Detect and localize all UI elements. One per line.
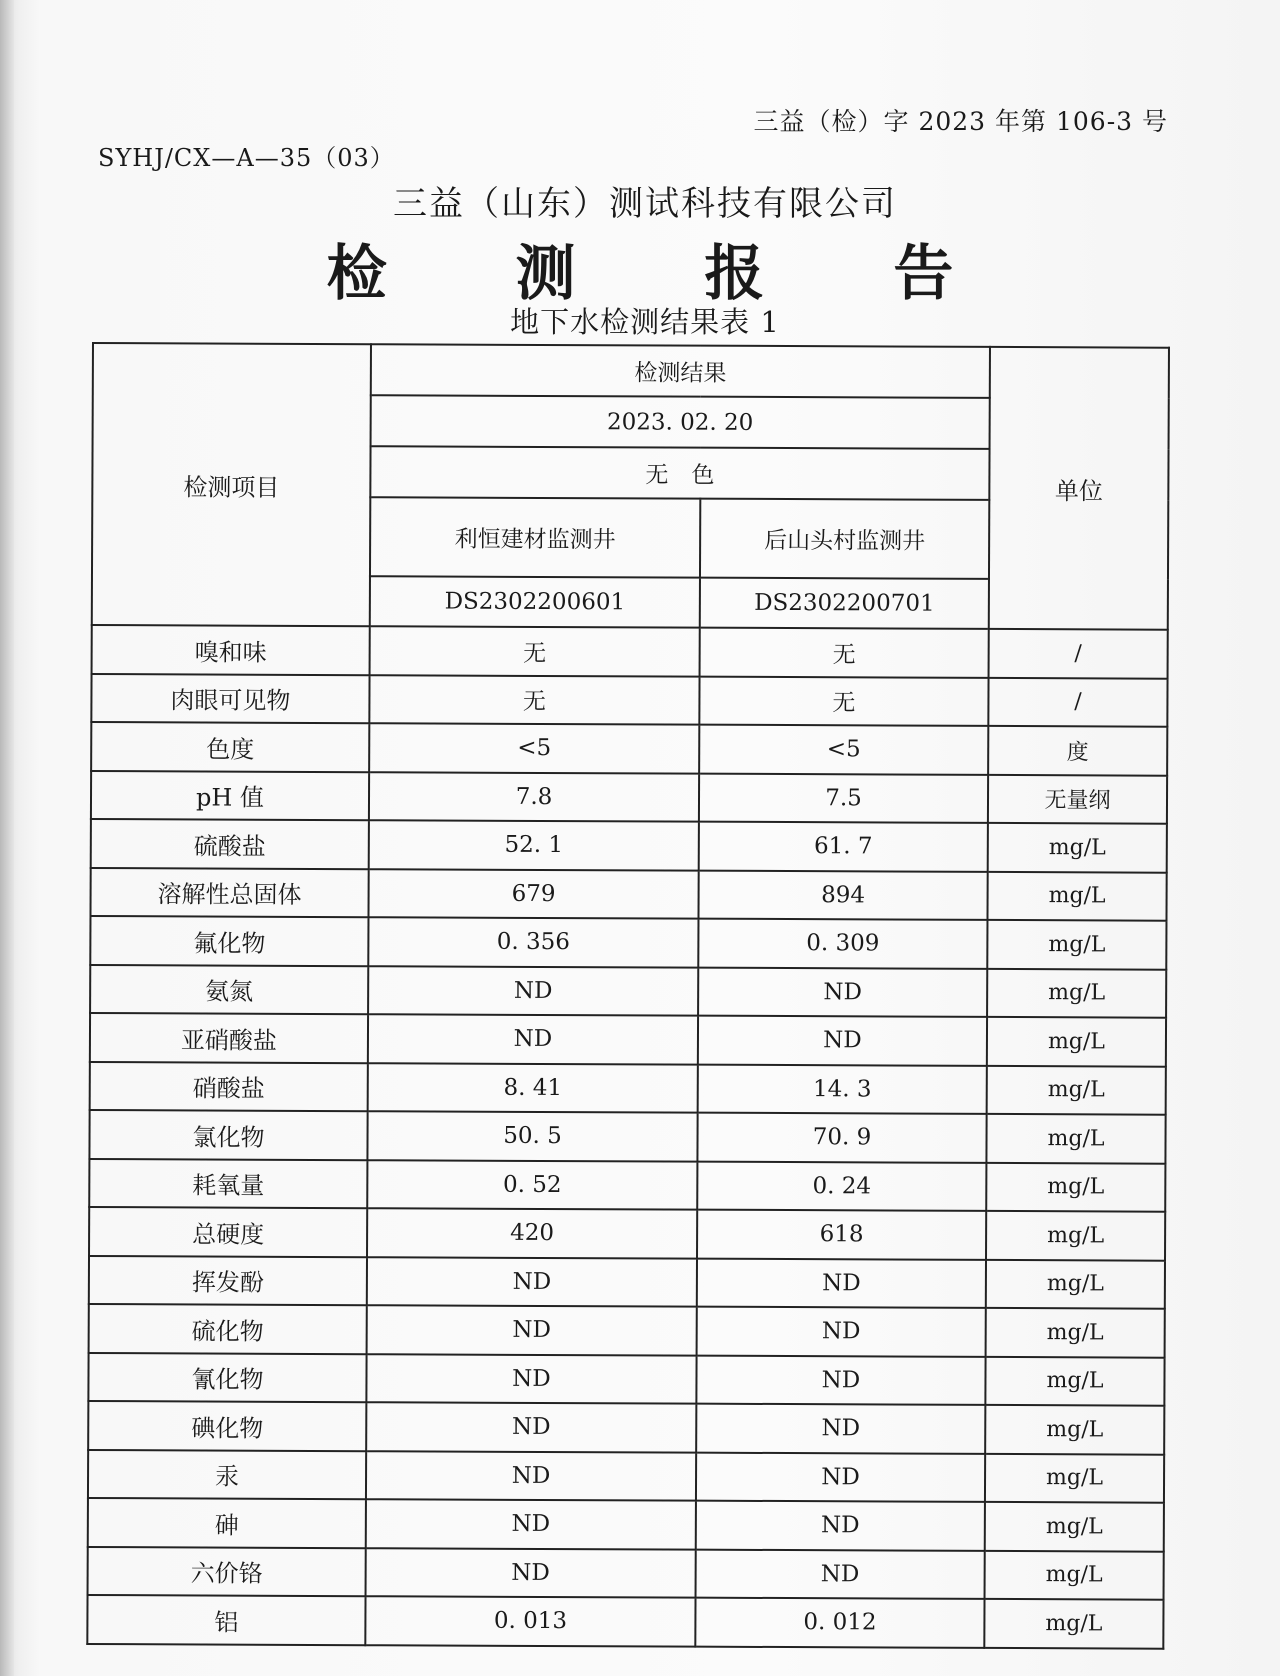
results-table: [86, 342, 1170, 1649]
value-cell-site-1: 无: [370, 626, 700, 676]
value-cell-site-2: ND: [696, 1452, 985, 1502]
unit-cell: mg/L: [987, 871, 1166, 920]
value-cell-site-2: <5: [699, 725, 988, 775]
value-cell-site-2: 14. 3: [698, 1064, 987, 1114]
item-cell: 碘化物: [88, 1401, 366, 1451]
item-cell: 氟化物: [90, 916, 368, 966]
value-cell-site-1: 8. 41: [368, 1063, 698, 1113]
item-cell: 铝: [87, 1595, 365, 1645]
value-cell-site-2: 0. 309: [698, 919, 987, 969]
value-cell-site-1: <5: [369, 723, 699, 773]
item-cell: 六价铬: [88, 1546, 366, 1596]
table-row: [92, 625, 1168, 678]
value-cell-site-2: 61. 7: [699, 822, 988, 872]
item-cell: 色度: [91, 722, 369, 772]
value-cell-site-1: ND: [366, 1402, 696, 1452]
unit-cell: mg/L: [987, 920, 1166, 969]
unit-cell: mg/L: [984, 1599, 1163, 1648]
item-cell: 嗅和味: [92, 625, 370, 675]
value-cell-site-2: ND: [696, 1404, 985, 1454]
water-color: 无 色: [370, 446, 989, 500]
value-cell-site-2: 894: [698, 870, 987, 920]
seal-edge-mark: [1262, 660, 1280, 930]
value-cell-site-2: ND: [697, 1307, 986, 1357]
unit-cell: mg/L: [986, 1114, 1165, 1163]
value-cell-site-2: ND: [696, 1355, 985, 1405]
table-row: [88, 1401, 1164, 1454]
table-row: [89, 1255, 1165, 1308]
unit-cell: mg/L: [987, 1065, 1166, 1114]
document-number: 三益（检）字 2023 年第 106-3 号: [753, 107, 1168, 136]
value-cell-site-1: 0. 52: [367, 1160, 697, 1210]
item-cell: 亚硝酸盐: [90, 1013, 368, 1063]
table-row: [87, 1595, 1163, 1648]
company-name: 三益（山东）测试科技有限公司: [393, 184, 897, 224]
table-row: [90, 1013, 1166, 1066]
item-cell: 硫酸盐: [91, 819, 369, 869]
item-cell: 砷: [88, 1498, 366, 1548]
table-row: [91, 722, 1167, 775]
sample-id-2: DS2302200701: [700, 578, 989, 629]
value-cell-site-1: ND: [367, 1305, 697, 1355]
result-header: 检测结果: [371, 344, 990, 398]
value-cell-site-2: 无: [700, 628, 989, 678]
value-cell-site-1: ND: [366, 1499, 696, 1549]
value-cell-site-2: 7.5: [699, 773, 988, 823]
unit-cell: mg/L: [985, 1356, 1164, 1405]
value-cell-site-1: ND: [366, 1548, 696, 1598]
value-cell-site-1: ND: [366, 1354, 696, 1404]
item-cell: 氯化物: [89, 1110, 367, 1160]
value-cell-site-1: ND: [368, 966, 698, 1016]
sample-id-1: DS2302200601: [370, 576, 700, 627]
unit-cell: mg/L: [985, 1502, 1164, 1551]
unit-cell: /: [988, 677, 1167, 726]
item-cell: pH 值: [91, 771, 369, 821]
value-cell-site-1: ND: [366, 1451, 696, 1501]
results-table-wrapper: [86, 342, 1168, 1649]
value-cell-site-2: ND: [696, 1549, 985, 1599]
table-row: [90, 867, 1166, 920]
unit-cell: mg/L: [986, 1162, 1165, 1211]
table-row: [88, 1546, 1164, 1599]
site-name-2: 后山头村监测井: [700, 499, 989, 579]
item-cell: 汞: [88, 1449, 366, 1499]
unit-cell: 度: [988, 726, 1167, 775]
report-title: 检 测 报 告: [326, 239, 1008, 309]
table-row: [89, 1110, 1165, 1163]
value-cell-site-1: 52. 1: [369, 820, 699, 870]
value-cell-site-1: 420: [367, 1208, 697, 1258]
value-cell-site-1: 7.8: [369, 772, 699, 822]
unit-cell: mg/L: [986, 1211, 1165, 1260]
value-cell-site-1: ND: [368, 1014, 698, 1064]
value-cell-site-2: ND: [697, 1258, 986, 1308]
table-row: [91, 771, 1167, 824]
unit-cell: mg/L: [988, 823, 1167, 872]
value-cell-site-1: 0. 356: [368, 917, 698, 967]
unit-cell: mg/L: [986, 1308, 1165, 1357]
item-cell: 挥发酚: [89, 1255, 367, 1305]
unit-cell: mg/L: [985, 1405, 1164, 1454]
unit-cell: /: [989, 629, 1168, 678]
table-title: 地下水检测结果表 1: [510, 305, 780, 339]
value-cell-site-2: 0. 012: [695, 1598, 984, 1648]
value-cell-site-1: ND: [367, 1257, 697, 1307]
table-row: [90, 1061, 1166, 1114]
unit-cell: 无量纲: [988, 774, 1167, 823]
table-row: [91, 819, 1167, 872]
value-cell-site-2: ND: [696, 1501, 985, 1551]
value-cell-site-2: ND: [698, 967, 987, 1017]
value-cell-site-1: 0. 013: [365, 1596, 695, 1646]
item-header: 检测项目: [92, 343, 371, 626]
table-row: [89, 1304, 1165, 1357]
table-row: [89, 1158, 1165, 1211]
table-row: [90, 964, 1166, 1017]
table-row: [90, 916, 1166, 969]
value-cell-site-2: 618: [697, 1210, 986, 1260]
table-row: [88, 1352, 1164, 1405]
form-code: SYHJ/CX—A—35（03）: [98, 144, 395, 172]
item-cell: 氰化物: [88, 1352, 366, 1402]
value-cell-site-2: ND: [698, 1016, 987, 1066]
item-cell: 耗氧量: [89, 1158, 367, 1208]
value-cell-site-2: 0. 24: [697, 1161, 986, 1211]
item-cell: 硫化物: [89, 1304, 367, 1354]
unit-cell: mg/L: [985, 1550, 1164, 1599]
table-row: [88, 1449, 1164, 1502]
value-cell-site-1: 50. 5: [367, 1111, 697, 1161]
item-cell: 溶解性总固体: [90, 867, 368, 917]
value-cell-site-1: 无: [369, 675, 699, 725]
value-cell-site-2: 70. 9: [697, 1113, 986, 1163]
item-cell: 氨氮: [90, 964, 368, 1014]
value-cell-site-1: 679: [368, 869, 698, 919]
unit-cell: mg/L: [985, 1453, 1164, 1502]
site-name-1: 利恒建材监测井: [370, 497, 700, 577]
unit-header: 单位: [989, 347, 1169, 630]
unit-cell: mg/L: [987, 968, 1166, 1017]
item-cell: 肉眼可见物: [91, 674, 369, 724]
unit-cell: mg/L: [986, 1259, 1165, 1308]
table-row: [89, 1207, 1165, 1260]
table-row: [88, 1498, 1164, 1551]
value-cell-site-2: 无: [699, 676, 988, 726]
unit-cell: mg/L: [987, 1017, 1166, 1066]
item-cell: 硝酸盐: [90, 1061, 368, 1111]
item-cell: 总硬度: [89, 1207, 367, 1257]
sampling-date: 2023. 02. 20: [371, 395, 990, 449]
table-row: [91, 674, 1167, 727]
